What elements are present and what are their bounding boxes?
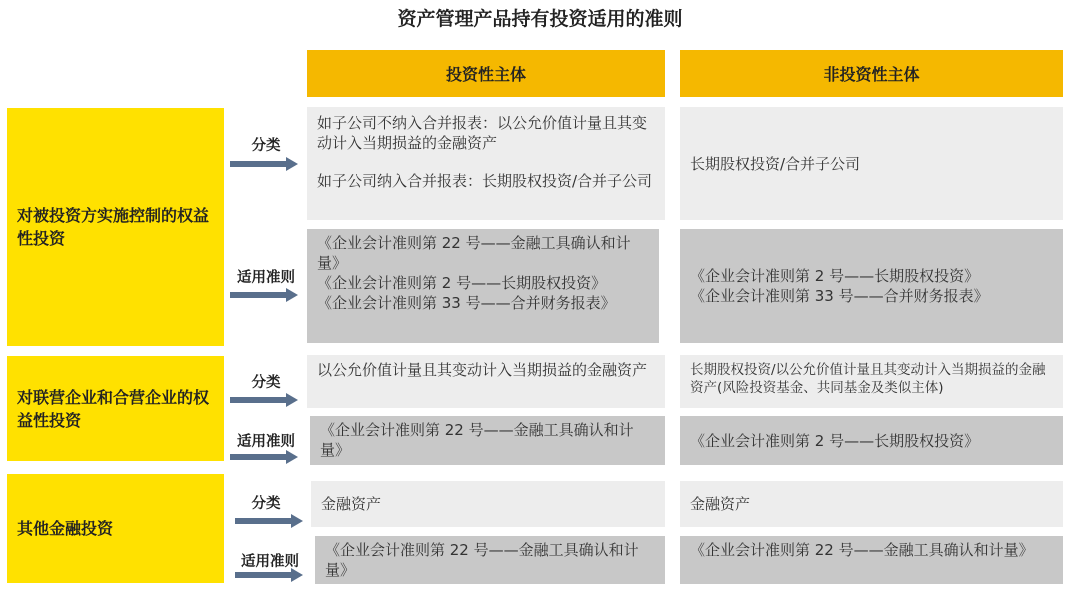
cell-text: 《企业会计准则第 2 号——长期股权投资》 bbox=[690, 267, 980, 285]
standard-label: 适用准则 bbox=[241, 554, 299, 570]
cell-text: 金融资产 bbox=[321, 495, 382, 513]
cell-text: 《企业会计准则第 22 号——金融工具确认和计量》 bbox=[690, 541, 1034, 559]
arrow-icon bbox=[235, 514, 303, 528]
cell-text: 如子公司不纳入合并报表：以公允价值计量且其变动计入当期损益的金融资产 bbox=[317, 114, 648, 152]
cell-text: 《企业会计准则第 2 号——长期股权投资》 bbox=[690, 431, 980, 450]
cell-invest-standard bbox=[315, 536, 665, 584]
row-header-associates-joint-ventures bbox=[7, 356, 224, 461]
arrow-icon bbox=[235, 568, 303, 582]
cell-text: 《企业会计准则第 22 号——金融工具确认和计量》 bbox=[317, 234, 631, 272]
cell-text: 金融资产 bbox=[690, 495, 751, 513]
column-header-investment-entity: 投资性主体 bbox=[307, 50, 665, 97]
classify-label: 分类 bbox=[251, 496, 281, 512]
cell-text: 长期股权投资/合并子公司 bbox=[690, 154, 861, 173]
cell-noninvest-classify bbox=[680, 107, 1063, 220]
cell-invest-standard bbox=[307, 229, 659, 343]
cell-text: 《企业会计准则第 33 号——合并财务报表》 bbox=[690, 287, 989, 305]
cell-text: 长期股权投资/以公允价值计量且其变动计入当期损益的金融资产(风险投资基金、共同基金及类似主体) bbox=[690, 362, 1046, 396]
classify-label: 分类 bbox=[251, 375, 281, 391]
arrow-icon bbox=[230, 393, 298, 407]
cell-text: 《企业会计准则第 22 号——金融工具确认和计量》 bbox=[320, 421, 634, 459]
arrow-icon bbox=[230, 288, 298, 302]
cell-text: 如子公司纳入合并报表：长期股权投资/合并子公司 bbox=[317, 172, 653, 190]
row-header-label: 其他金融投资 bbox=[17, 519, 114, 538]
row-header-label: 对联营企业和合营企业的权益性投资 bbox=[17, 387, 210, 430]
cell-invest-classify bbox=[307, 107, 665, 220]
classify-label: 分类 bbox=[251, 138, 281, 154]
arrow-icon bbox=[230, 157, 298, 171]
standard-label: 适用准则 bbox=[237, 434, 295, 450]
row-header-controlled-equity bbox=[7, 108, 224, 346]
row-header-other-financial bbox=[7, 474, 224, 583]
standard-label: 适用准则 bbox=[237, 270, 295, 286]
cell-invest-classify bbox=[311, 481, 665, 527]
arrow-icon bbox=[230, 450, 298, 464]
cell-noninvest-standard bbox=[680, 536, 1063, 584]
column-header-non-investment-entity: 非投资性主体 bbox=[680, 50, 1063, 97]
cell-invest-standard bbox=[310, 416, 665, 465]
cell-text: 以公允价值计量且其变动计入当期损益的金融资产 bbox=[317, 361, 648, 379]
cell-text: 《企业会计准则第 2 号——长期股权投资》 bbox=[317, 274, 607, 292]
page-title: 资产管理产品持有投资适用的准则 bbox=[397, 8, 683, 30]
cell-noninvest-classify bbox=[680, 355, 1063, 408]
cell-noninvest-standard bbox=[680, 229, 1063, 343]
cell-noninvest-classify bbox=[680, 481, 1063, 527]
cell-text: 《企业会计准则第 33 号——合并财务报表》 bbox=[317, 294, 616, 312]
cell-noninvest-standard bbox=[680, 416, 1063, 465]
cell-text: 《企业会计准则第 22 号——金融工具确认和计量》 bbox=[325, 541, 639, 579]
cell-invest-classify bbox=[307, 355, 665, 408]
row-header-label: 对被投资方实施控制的权益性投资 bbox=[17, 206, 210, 248]
